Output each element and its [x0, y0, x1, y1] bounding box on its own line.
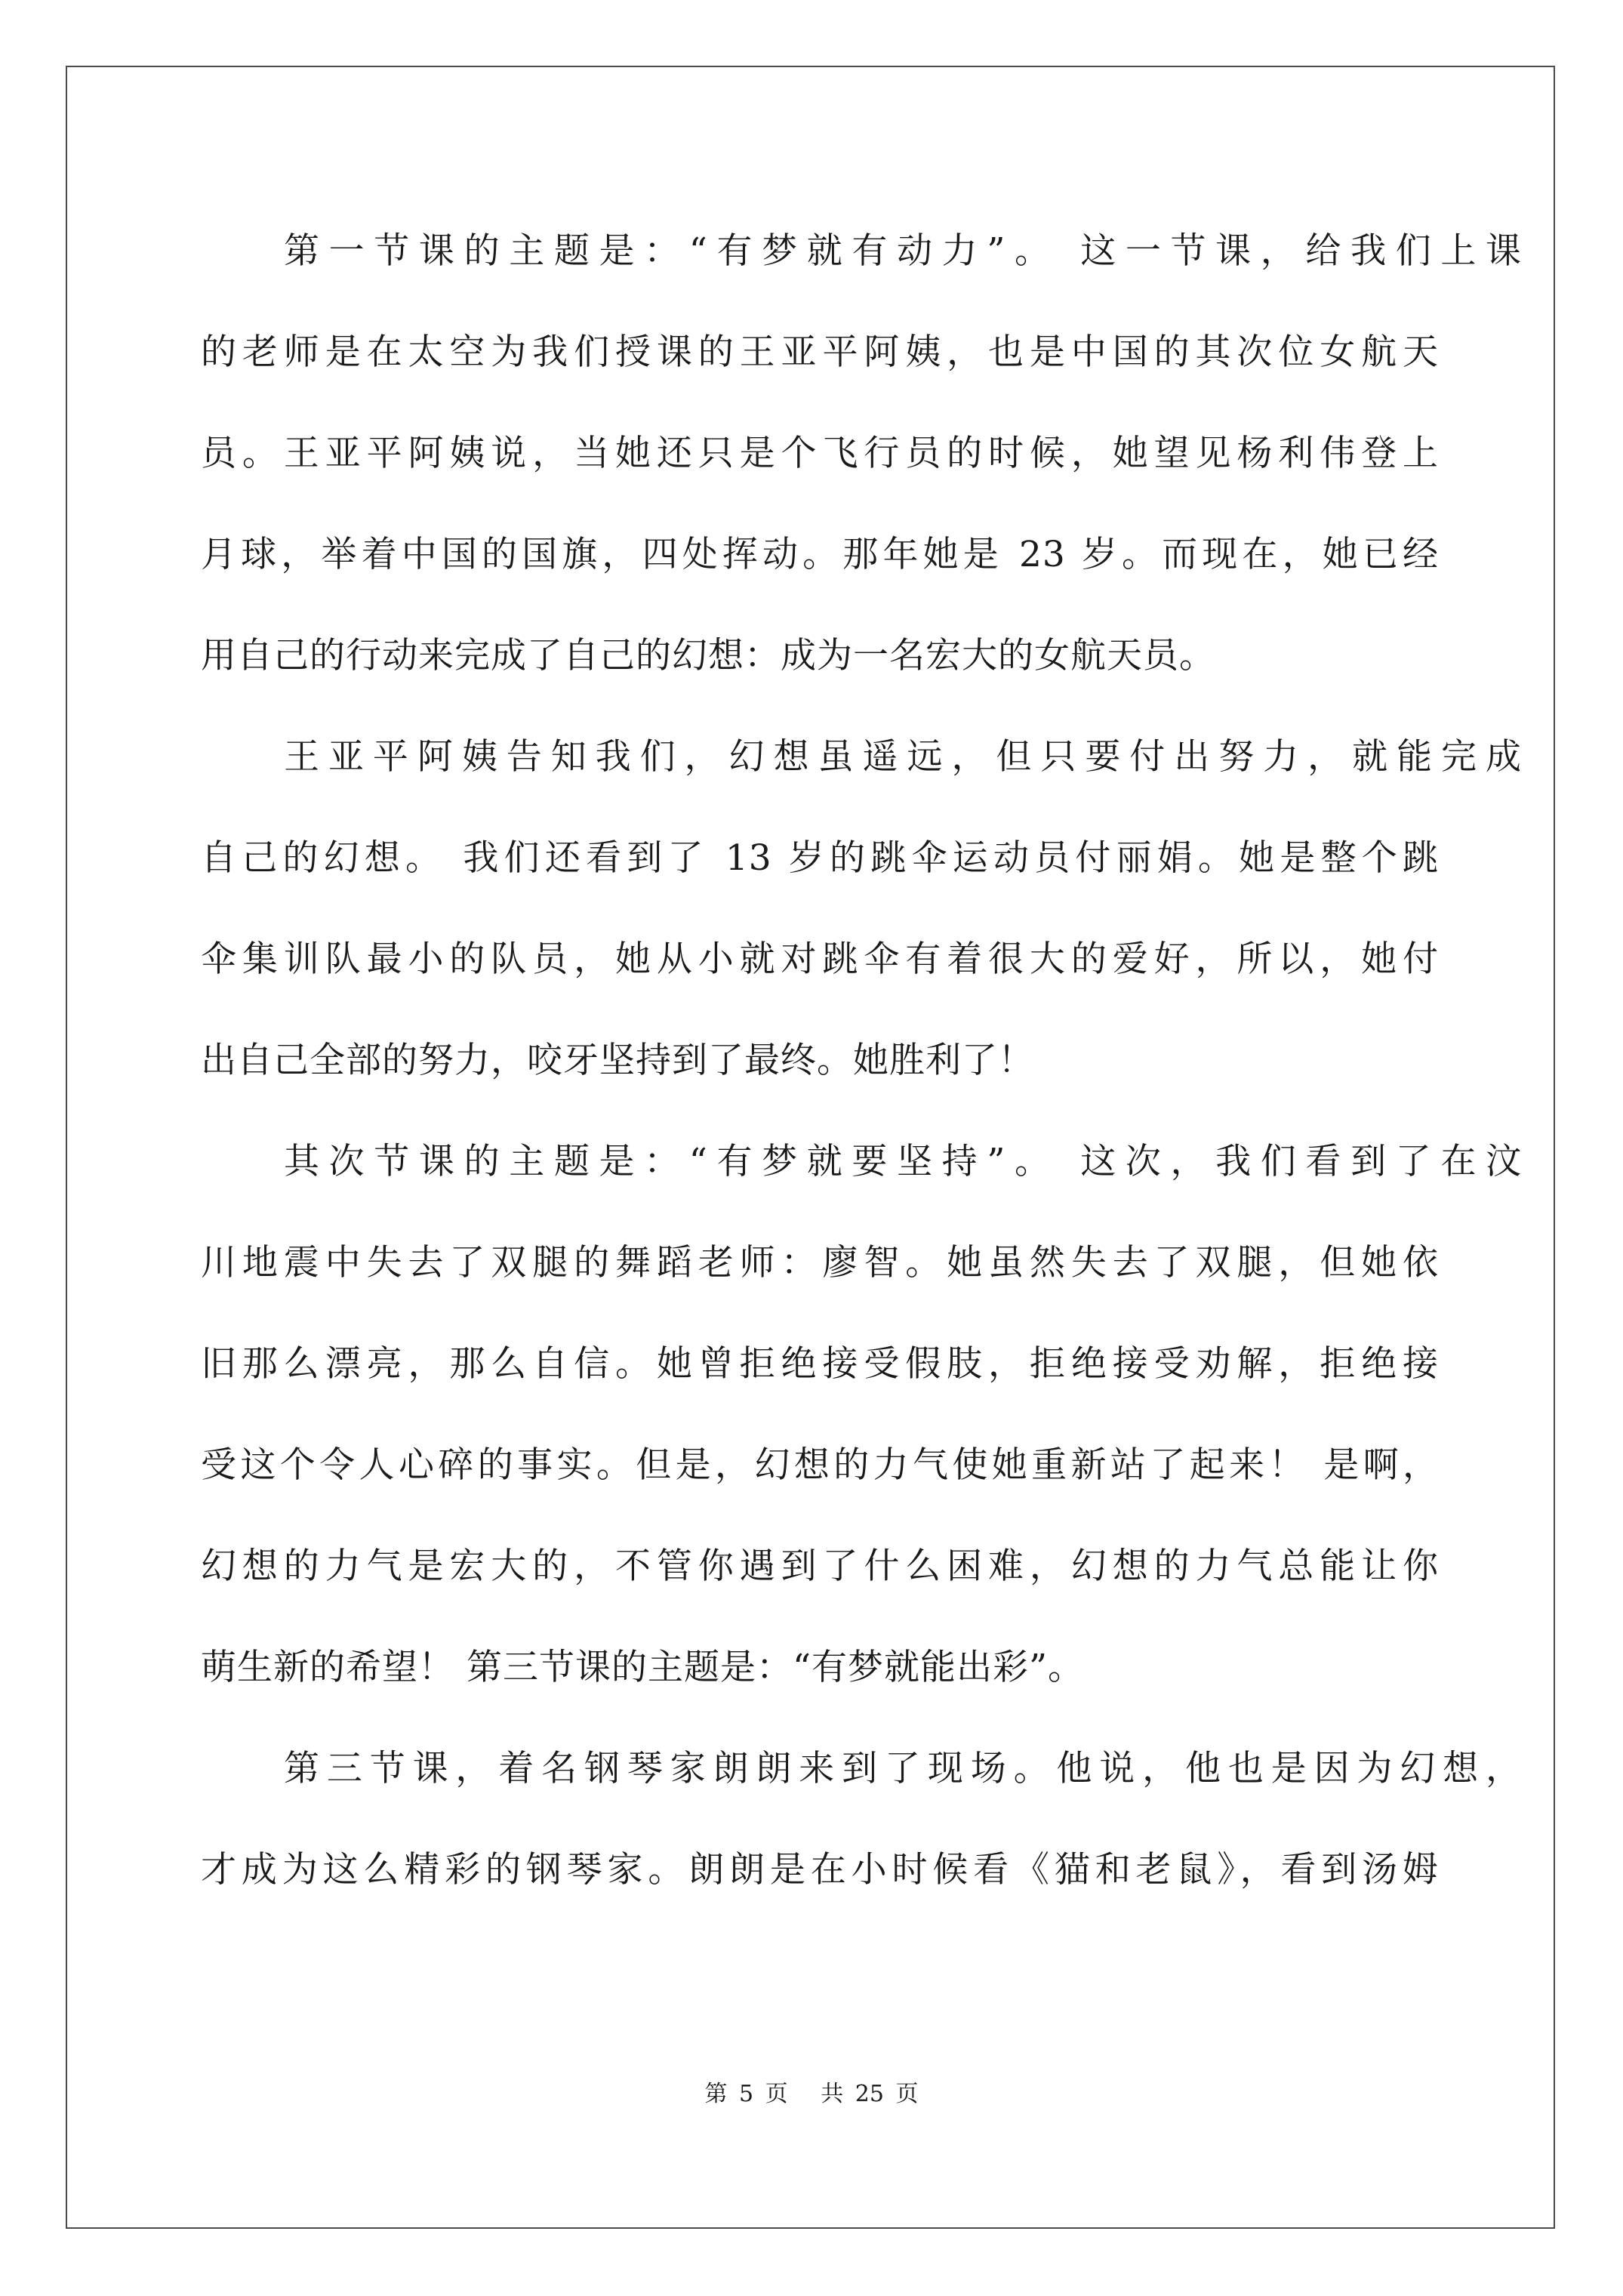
page-number: 第 5 页 — [704, 2081, 788, 2107]
paragraph-1-line-2: 的老师是在太空为我们授课的王亚平阿姨，也是中国的其次位女航天 — [201, 331, 1439, 373]
paragraph-4-line-1: 第三节课，着名钢琴家朗朗来到了现场。他说，他也是因为幻想， — [284, 1748, 1522, 1789]
paragraph-3-line-4: 受这个令人心碎的事实。但是，幻想的力气使她重新站了起来！ 是啊， — [201, 1444, 1439, 1486]
paragraph-3-line-5: 幻想的力气是宏大的，不管你遇到了什么困难，幻想的力气总能让你 — [201, 1546, 1439, 1587]
paragraph-3-line-1: 其次节课的主题是：“有梦就要坚持”。 这次，我们看到了在汶 — [284, 1141, 1522, 1182]
page-footer — [0, 2075, 1623, 2108]
paragraph-2-line-2: 自己的幻想。 我们还看到了 13 岁的跳伞运动员付丽娟。她是整个跳 — [201, 837, 1439, 879]
paragraph-2-line-3: 伞集训队最小的队员，她从小就对跳伞有着很大的爱好，所以，她付 — [201, 938, 1439, 980]
paragraph-3-line-2: 川地震中失去了双腿的舞蹈老师：廖智。她虽然失去了双腿，但她依 — [201, 1242, 1439, 1284]
paragraph-3-line-3: 旧那么漂亮，那么自信。她曾拒绝接受假肢，拒绝接受劝解，拒绝接 — [201, 1343, 1439, 1385]
page-total: 共 25 页 — [821, 2081, 919, 2107]
paragraph-1-line-5: 用自己的行动来完成了自己的幻想：成为一名宏大的女航天员。 — [201, 635, 1215, 676]
paragraph-1-line-4: 月球，举着中国的国旗，四处挥动。那年她是 23 岁。而现在，她已经 — [201, 534, 1439, 575]
paragraph-2-line-4: 出自己全部的努力，咬牙坚持到了最终。她胜利了！ — [201, 1040, 1034, 1081]
paragraph-4-line-2: 才成为这么精彩的钢琴家。朗朗是在小时候看《猫和老鼠》，看到汤姆 — [201, 1849, 1439, 1891]
paragraph-1-line-1: 第一节课的主题是：“有梦就有动力”。 这一节课，给我们上课 — [284, 230, 1522, 272]
paragraph-2-line-1: 王亚平阿姨告知我们，幻想虽遥远，但只要付出努力，就能完成 — [284, 736, 1522, 778]
paragraph-3-line-6: 萌生新的希望！ 第三节课的主题是：“有梦就能出彩”。 — [201, 1647, 1084, 1688]
paragraph-1-line-3: 员。王亚平阿姨说，当她还只是个飞行员的时候，她望见杨利伟登上 — [201, 433, 1439, 474]
